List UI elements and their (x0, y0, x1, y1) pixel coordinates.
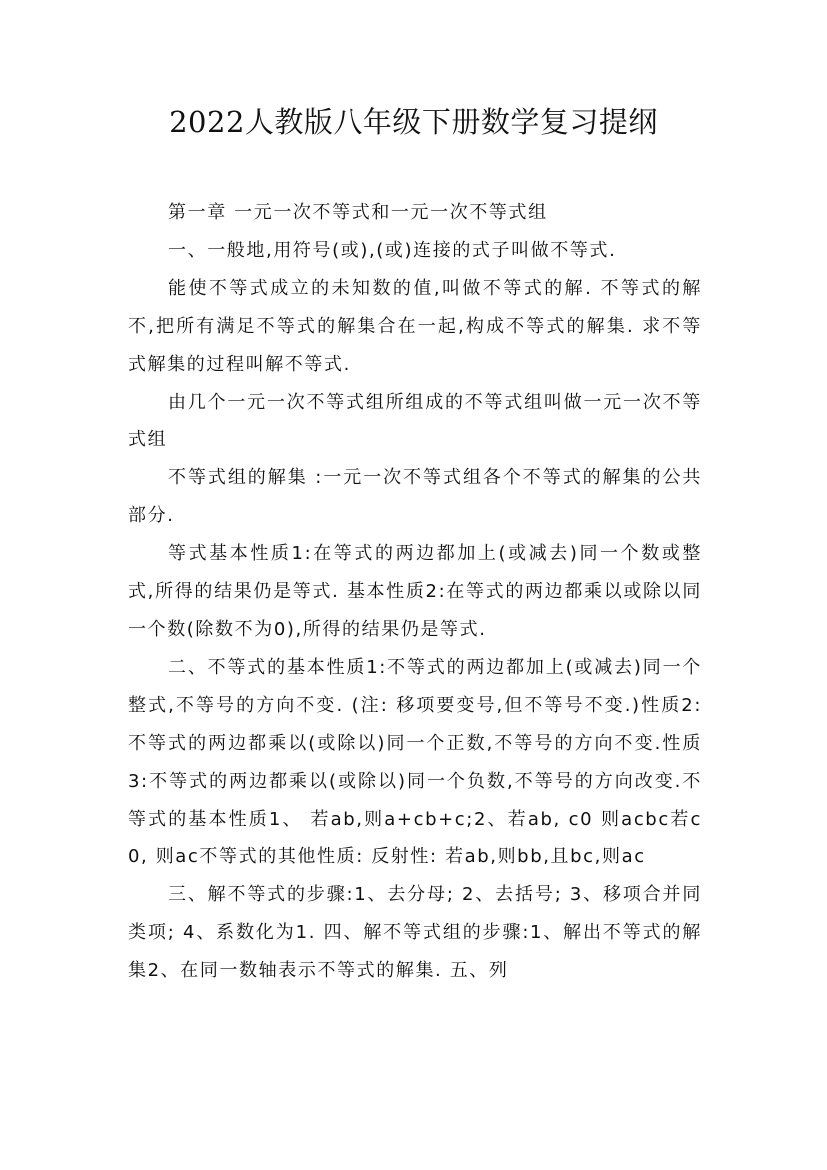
paragraph: 由几个一元一次不等式组所组成的不等式组叫做一元一次不等式组 (128, 391, 702, 451)
paragraph: 不等式组的解集 :一元一次不等式组各个不等式的解集的公共部分. (128, 467, 702, 527)
paragraph: 三、解不等式的步骤:1、去分母; 2、去括号; 3、移项合并同类项; 4、系数化为1. 四、解不等式组的步骤:1、解出不等式的解集2、在同一数轴表示不等式的解集. 五、列 (128, 884, 702, 982)
document-title: 2022人教版八年级下册数学复习提纲 (169, 105, 658, 139)
document-body (128, 194, 702, 990)
chapter-heading: 第一章 一元一次不等式和一元一次不等式组 (168, 202, 548, 223)
paragraph: 二、不等式的基本性质1:不等式的两边都加上(或减去)同一个整式,不等号的方向不变. (注: 移项要变号,但不等号不变.)性质2: 不等式的两边都乘以(或除以)同一个正数,不等号的方向不变.性质3:不等式的两边都乘以(或除以)同一个负数,不等号的方向改变.不等式的基本性质1、 若ab,则a+cb+c;2、若ab, c0 则acbc若c0, 则ac不等式的其他性质: 反射性: 若ab,则bb,且bc,则ac (128, 656, 703, 868)
paragraph: 能使不等式成立的未知数的值,叫做不等式的解. 不等式的解不,把所有满足不等式的解集合在一起,构成不等式的解集. 求不等式解集的过程叫解不等式. (128, 277, 702, 375)
paragraph: 一、一般地,用符号(或),(或)连接的式子叫做不等式. (168, 239, 617, 261)
paragraph: 等式基本性质1:在等式的两边都加上(或减去)同一个数或整式,所得的结果仍是等式. 基本性质2:在等式的两边都乘以或除以同一个数(除数不为0),所得的结果仍是等式. (128, 543, 702, 640)
